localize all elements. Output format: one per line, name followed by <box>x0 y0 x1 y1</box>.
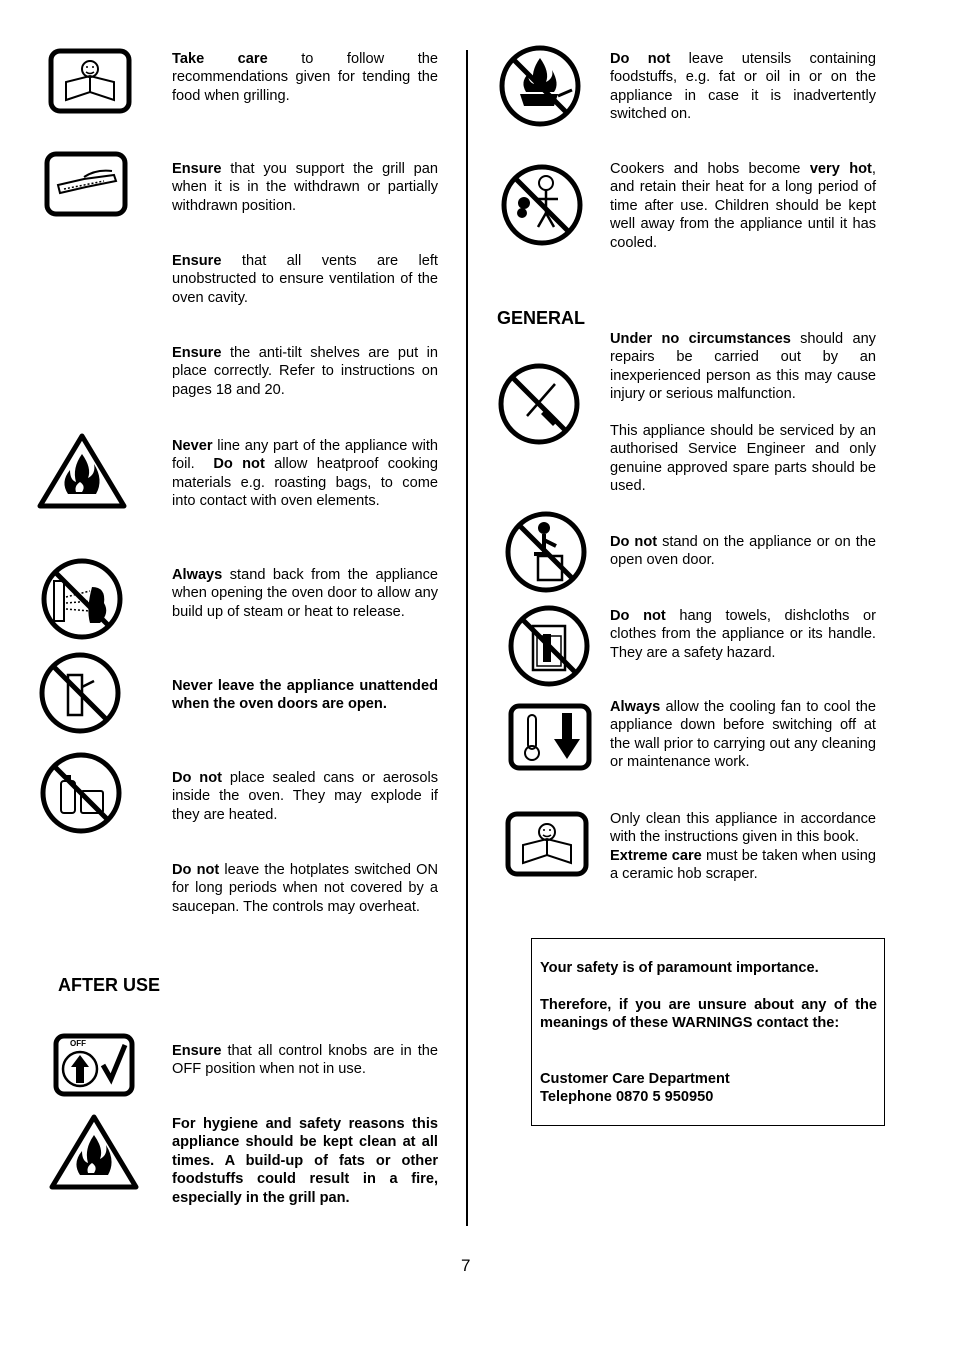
no-aerosol-icon <box>39 751 123 835</box>
item-text: Never leave the appliance unattended when the oven doors are open. <box>172 678 438 713</box>
item-text: Cookers and hobs become very hot, and retain their heat for a long period of time after use. Children should be kept well away from the appliance until it has cooled. <box>610 161 876 251</box>
item-text: Always allow the cooling fan to cool the appliance down before switching off at the wall prior to carrying out any cleaning or maintenance work. <box>610 699 876 771</box>
fire-warning-icon <box>48 1113 140 1191</box>
heading-general: GENERAL <box>497 308 586 328</box>
item-text: Do not leave the hotplates switched ON for long periods when not covered by a saucepan. The controls may overheat. <box>172 862 438 915</box>
item-text: Never line any part of the appliance with foil. Do not allow heatproof cooking materials e.g. roasting bags, to come into contact with oven elements. <box>172 438 439 510</box>
safety-info-box <box>531 938 885 1126</box>
no-children-icon <box>500 163 584 247</box>
item-text: For hygiene and safety reasons this appliance should be kept clean at all times. A build-up of fats or other foodstuffs could result in a fire, especially in the grill pan. <box>172 1116 438 1206</box>
safety-line: Therefore, if you are unsure about any of the meanings of these WARNINGS contact the: <box>540 997 877 1032</box>
item-text: Do not leave utensils containing foodstuffs, e.g. fat or oil in or on the appliance in case it is inadvertently switched on. <box>610 51 876 123</box>
item-text: Ensure that you support the grill pan when it is in the withdrawn or partially withdrawn position. <box>172 161 438 214</box>
no-standing-icon <box>504 510 588 594</box>
item-text: Do not stand on the appliance or on the open oven door. <box>610 534 876 569</box>
telephone-number: Telephone 0870 5 950950 <box>540 1089 714 1105</box>
no-open-door-icon <box>38 651 122 735</box>
page-number: 7 <box>461 1256 471 1275</box>
item-text: Do not place sealed cans or aerosols inside the oven. They may explode if they are heated. <box>172 770 438 823</box>
no-pan-fire-icon <box>498 44 582 128</box>
column-divider <box>466 50 468 1226</box>
reading-person-icon <box>505 811 589 877</box>
item-text: Ensure that all vents are left unobstructed to ensure ventilation of the oven cavity. <box>172 253 438 306</box>
item-text: Under no circumstances should any repairs be carried out by an inexperienced person as this may cause injury or serious malfunction. <box>610 331 876 403</box>
item-text: Ensure that all control knobs are in the OFF position when not in use. <box>172 1043 438 1078</box>
off-label: OFF <box>70 1039 86 1048</box>
cooling-fan-icon <box>508 703 592 771</box>
heading-after-use: AFTER USE <box>58 975 161 995</box>
customer-care-label: Customer Care Department <box>540 1071 730 1087</box>
item-text: Ensure the anti-tilt shelves are put in place correctly. Refer to instructions on pages 18 and 20. <box>172 345 438 398</box>
no-steam-icon <box>40 557 124 641</box>
safety-line: Your safety is of paramount importance. <box>540 960 819 976</box>
off-knob-icon <box>53 1033 135 1097</box>
grill-pan-support-icon <box>44 151 128 217</box>
item-text: Always stand back from the appliance when opening the oven door to allow any build up of steam or heat to release. <box>172 567 438 620</box>
item-text: Only clean this appliance in accordance with the instructions given in this book. Extreme care must be taken when using a ceramic hob scraper. <box>610 811 877 883</box>
item-text: Take care to follow the recommendations given for tending the food when grilling. <box>172 51 438 104</box>
reading-person-icon <box>48 48 132 114</box>
fire-warning-icon <box>36 432 128 510</box>
no-towels-icon <box>507 604 591 688</box>
item-text: Do not hang towels, dishcloths or clothes from the appliance or its handle. They are a safety hazard. <box>610 608 876 661</box>
no-repair-icon <box>497 362 581 446</box>
item-text: This appliance should be serviced by an authorised Service Engineer and only genuine approved spare parts should be used. <box>610 423 876 495</box>
